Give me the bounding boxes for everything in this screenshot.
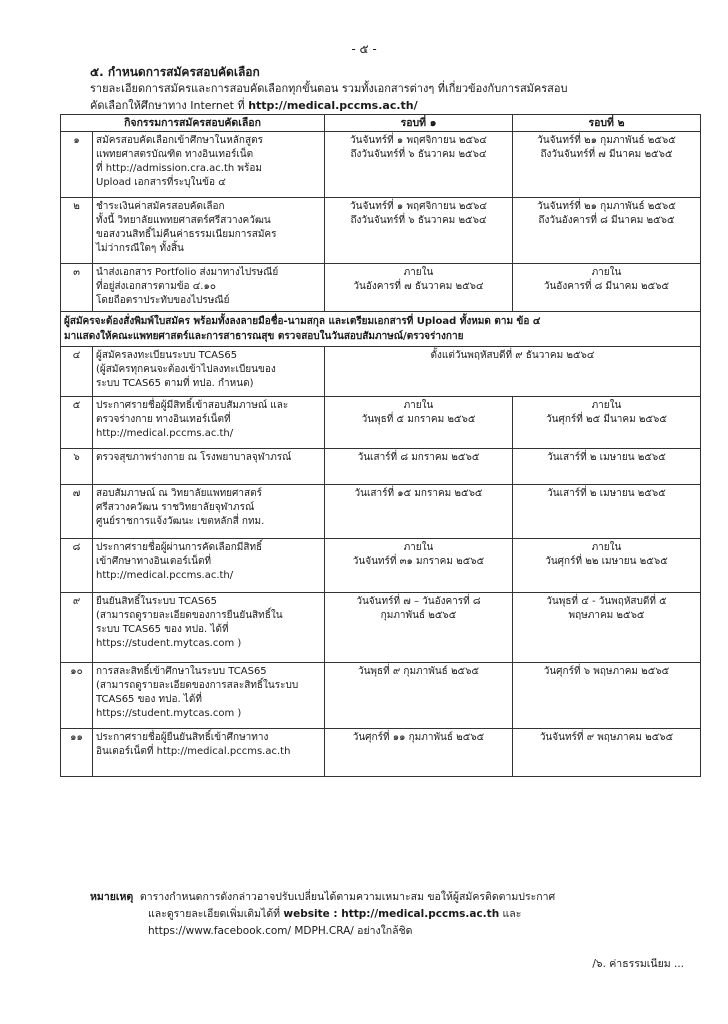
row-round-2 [513, 663, 701, 729]
date-line: วันเสาร์ที่ ๒ เมษายน ๒๕๖๕ [547, 452, 666, 463]
activity-line: ศรีสวางควัฒน ราชวิทยาลัยจุฬาภรณ์ [96, 502, 255, 513]
notice-cell [61, 312, 701, 347]
row-round-2 [513, 132, 701, 198]
date-line: ภายใน [591, 542, 622, 553]
row-number: ๙ [61, 593, 93, 663]
row-round-1 [325, 132, 513, 198]
row-round-1 [325, 485, 513, 539]
remark-text-2-suffix: และ [499, 908, 522, 920]
intro-line-1: รายละเอียดการสมัครและการสอบคัดเลือกทุกขั้นตอน รวมทั้งเอกสารต่างๆ ที่เกี่ยวข้องกับการสมัครสอบ [90, 82, 568, 95]
table-row [61, 397, 701, 449]
row-round-1 [325, 397, 513, 449]
activity-line: สอบสัมภาษณ์ ณ วิทยาลัยแพทยศาสตร์ [96, 488, 262, 499]
remark-text-1: ตารางกำหนดการดังกล่าวอาจปรับเปลี่ยนได้ตามความเหมาะสม ขอให้ผู้สมัครติดตามประกาศ [139, 891, 556, 903]
row-round-2 [513, 397, 701, 449]
row-activity [93, 347, 325, 397]
date-line: วันพุธที่ ๔ - วันพฤหัสบดีที่ ๕ [546, 596, 667, 607]
remark-text-2: และดูรายละเอียดเพิ่มเติมได้ที่ [148, 908, 284, 920]
activity-line: สมัครสอบคัดเลือกเข้าศึกษาในหลักสูตร [96, 135, 263, 146]
row-activity [93, 264, 325, 312]
date-line: ภายใน [403, 400, 434, 411]
activity-line: ประกาศรายชื่อผู้ยืนยันสิทธิ์เข้าศึกษาทาง [96, 732, 269, 743]
row-round-1 [325, 729, 513, 777]
row-activity [93, 198, 325, 264]
date-line: วันศุกร์ที่ ๒๕ มีนาคม ๒๕๖๕ [546, 414, 667, 425]
notice-line-1: ผู้สมัครจะต้องสั่งพิมพ์ใบสมัคร พร้อมทั้งลงลายมือชื่อ-นามสกุล และเตรียมเอกสารที่ Upload ทั้งหมด ตาม ข้อ ๔ [64, 316, 541, 327]
date-line: วันพุธที่ ๕ มกราคม ๒๕๖๕ [361, 414, 476, 425]
activity-line: (ผู้สมัครทุกคนจะต้องเข้าไปลงทะเบียนของ [96, 364, 276, 375]
date-line: ภายใน [403, 267, 434, 278]
notice-row [61, 312, 701, 347]
remark-line-1 [90, 889, 670, 906]
row-number: ๑ [61, 132, 93, 198]
activity-line: เข้าศึกษาทางอินเตอร์เน็ตที่ [96, 556, 212, 567]
intro-text [90, 80, 650, 114]
row-number: ๘ [61, 539, 93, 593]
activity-line: TCAS65 ของ ทปอ. ได้ที่ [96, 694, 202, 705]
date-line: ภายใน [403, 542, 434, 553]
row-number: ๑๑ [61, 729, 93, 777]
table-row [61, 485, 701, 539]
section-title: ๕. กำหนดการสมัครสอบคัดเลือก [90, 65, 260, 79]
row-number: ๑๐ [61, 663, 93, 729]
date-line: พฤษภาคม ๒๕๖๕ [568, 610, 645, 621]
activity-line: ระบบ TCAS65 ตามที่ ทปอ. กำหนด) [96, 378, 254, 389]
activity-line: (สามารถดูรายละเอียดของการสละสิทธิ์ในระบบ [96, 680, 299, 691]
remark-website-link[interactable]: website : http://medical.pccms.ac.th [283, 908, 500, 920]
activity-line: ยืนยันสิทธิ์ในระบบ TCAS65 [96, 596, 217, 607]
page-number: - ๕ - [351, 42, 377, 56]
activity-line: Upload เอกสารที่ระบุในข้อ ๔ [96, 177, 226, 188]
activity-line: ทั้งนี้ วิทยาลัยแพทยศาสตร์ศรีสวางควัฒน [96, 215, 271, 226]
activity-line: แพทยศาสตรบัณฑิต ทางอินเทอร์เน็ต [96, 149, 254, 160]
row-round-2 [513, 198, 701, 264]
row-round-1 [325, 449, 513, 485]
activity-line: http://medical.pccms.ac.th/ [96, 570, 234, 581]
header-activity: กิจกรรมการสมัครสอบคัดเลือก [61, 115, 325, 132]
activity-line: ขอสงวนสิทธิ์ไม่คืนค่าธรรมเนียมการสมัคร [96, 229, 277, 240]
row-round-2 [513, 485, 701, 539]
table-notice-body [61, 312, 701, 397]
activity-line: อินเตอร์เน็ตที่ http://medical.pccms.ac.th [96, 746, 291, 757]
row-date-both-rounds: ตั้งแต่วันพฤหัสบดีที่ ๙ ธันวาคม ๒๕๖๔ [325, 347, 701, 397]
row-round-1 [325, 264, 513, 312]
date-line: วันจันทร์ที่ ๒๑ กุมภาพันธ์ ๒๕๖๕ [537, 135, 676, 146]
row-number: ๖ [61, 449, 93, 485]
notice-line-2: มาแสดงให้คณะแพทยศาสตร์และการสาธารณสุข ตรวจสอบในวันสอบสัมภาษณ์/ตรวจร่างกาย [64, 331, 464, 342]
activity-line: https://student.mytcas.com ) [96, 638, 242, 649]
activity-line: ที่ http://admission.cra.ac.th พร้อม [96, 163, 262, 174]
table-row [61, 264, 701, 312]
row-number: ๕ [61, 397, 93, 449]
remark-block [90, 889, 670, 940]
activity-line: ศูนย์ราชการแจ้งวัฒนะ เขตหลักสี่ กทม. [96, 516, 265, 527]
date-line: วันจันทร์ที่ ๒๑ กุมภาพันธ์ ๒๕๖๕ [537, 201, 676, 212]
intro-line-2-prefix: คัดเลือกให้ศึกษาทาง Internet ที่ [90, 99, 249, 112]
date-line: ภายใน [591, 400, 622, 411]
schedule-table [60, 114, 701, 777]
row-activity [93, 729, 325, 777]
activity-line: นำส่งเอกสาร Portfolio ส่งมาทางไปรษณีย์ [96, 267, 279, 278]
date-line: วันเสาร์ที่ ๘ มกราคม ๒๕๖๕ [357, 452, 480, 463]
row-activity [93, 593, 325, 663]
row-number: ๔ [61, 347, 93, 397]
date-line: ภายใน [591, 267, 622, 278]
activity-line: ไม่ว่ากรณีใดๆ ทั้งสิ้น [96, 243, 184, 254]
table-row [61, 347, 701, 397]
row-activity [93, 449, 325, 485]
date-line: วันจันทร์ที่ ๗ – วันอังคารที่ ๘ [356, 596, 481, 607]
activity-line: ตรวจร่างกาย ทางอินเทอร์เน็ตที่ [96, 414, 231, 425]
row-round-2 [513, 539, 701, 593]
row-round-2 [513, 729, 701, 777]
table-header-row [61, 115, 701, 132]
intro-url-link[interactable]: http://medical.pccms.ac.th/ [248, 99, 418, 112]
table-body-2 [61, 397, 701, 777]
row-activity [93, 485, 325, 539]
activity-line: ที่อยู่ส่งเอกสารตามข้อ ๔.๑๐ [96, 281, 216, 292]
activity-line: การสละสิทธิ์เข้าศึกษาในระบบ TCAS65 [96, 666, 267, 677]
remark-line-2 [90, 906, 670, 923]
date-line: วันศุกร์ที่ ๖ พฤษภาคม ๒๕๖๕ [543, 666, 670, 677]
row-activity [93, 539, 325, 593]
activity-line: ระบบ TCAS65 ของ ทปอ. ได้ที่ [96, 624, 229, 635]
table-body-1 [61, 132, 701, 312]
table-row [61, 449, 701, 485]
date-line: กุมภาพันธ์ ๒๕๖๕ [380, 610, 457, 621]
table-row [61, 663, 701, 729]
table-row [61, 593, 701, 663]
date-line: วันศุกร์ที่ ๒๒ เมษายน ๒๕๖๕ [545, 556, 668, 567]
activity-line: http://medical.pccms.ac.th/ [96, 428, 234, 439]
row-round-1 [325, 539, 513, 593]
date-line: วันศุกร์ที่ ๑๑ กุมภาพันธ์ ๒๕๖๕ [352, 732, 485, 743]
activity-line: https://student.mytcas.com ) [96, 708, 242, 719]
date-line: วันอังคารที่ ๘ มีนาคม ๒๕๖๕ [543, 281, 670, 292]
row-activity [93, 132, 325, 198]
date-line: วันจันทร์ที่ ๓๑ มกราคม ๒๕๖๕ [352, 556, 485, 567]
table-row [61, 132, 701, 198]
date-line: วันเสาร์ที่ ๑๕ มกราคม ๒๕๖๕ [354, 488, 483, 499]
row-round-1 [325, 198, 513, 264]
row-round-1 [325, 663, 513, 729]
date-line: วันอังคารที่ ๗ ธันวาคม ๒๕๖๔ [353, 281, 484, 292]
row-number: ๒ [61, 198, 93, 264]
table-row [61, 729, 701, 777]
date-line: ถึงวันจันทร์ที่ ๖ ธันวาคม ๒๕๖๔ [350, 215, 487, 226]
row-number: ๓ [61, 264, 93, 312]
activity-line: ตรวจสุขภาพร่างกาย ณ โรงพยาบาลจุฬาภรณ์ [96, 452, 292, 463]
activity-line: (สามารถดูรายละเอียดของการยืนยันสิทธิ์ใน [96, 610, 283, 621]
table-row [61, 198, 701, 264]
header-round-1: รอบที่ ๑ [325, 115, 513, 132]
date-line: วันพุธที่ ๙ กุมภาพันธ์ ๒๕๖๕ [357, 666, 480, 677]
row-round-2 [513, 593, 701, 663]
activity-line: ประกาศรายชื่อผู้มีสิทธิ์เข้าสอบสัมภาษณ์ และ [96, 400, 289, 411]
row-activity [93, 663, 325, 729]
date-line: วันเสาร์ที่ ๒ เมษายน ๒๕๖๕ [547, 488, 666, 499]
date-line: วันจันทร์ที่ ๑ พฤศจิกายน ๒๕๖๔ [350, 201, 487, 212]
activity-line: ชำระเงินค่าสมัครสอบคัดเลือก [96, 201, 225, 212]
activity-line: ประกาศรายชื่อผู้ผ่านการคัดเลือกมีสิทธิ์ [96, 542, 263, 553]
table-row [61, 539, 701, 593]
date-line: ถึงวันอังคารที่ ๘ มีนาคม ๒๕๖๕ [538, 215, 675, 226]
row-number: ๗ [61, 485, 93, 539]
intro-line-2 [90, 97, 650, 114]
date-line: วันจันทร์ที่ ๙ พฤษภาคม ๒๕๖๕ [539, 732, 674, 743]
row-round-2 [513, 264, 701, 312]
date-line: ถึงวันจันทร์ที่ ๗ มีนาคม ๒๕๖๕ [540, 149, 673, 160]
row-round-2 [513, 449, 701, 485]
row-activity [93, 397, 325, 449]
header-round-2: รอบที่ ๒ [513, 115, 701, 132]
activity-line: โดยถือตราประทับของไปรษณีย์ [96, 295, 230, 306]
row-round-1 [325, 593, 513, 663]
remark-facebook-link[interactable]: https://www.facebook.com/ MDPH.CRA/ อย่างใกล้ชิด [148, 925, 413, 937]
activity-line: ผู้สมัครลงทะเบียนระบบ TCAS65 [96, 350, 238, 361]
date-line: ถึงวันจันทร์ที่ ๖ ธันวาคม ๒๕๖๔ [350, 149, 487, 160]
continuation-footer: /๖. ค่าธรรมเนียม ... [592, 958, 684, 970]
date-line: วันจันทร์ที่ ๑ พฤศจิกายน ๒๕๖๔ [350, 135, 487, 146]
remark-label: หมายเหตุ [90, 891, 134, 903]
